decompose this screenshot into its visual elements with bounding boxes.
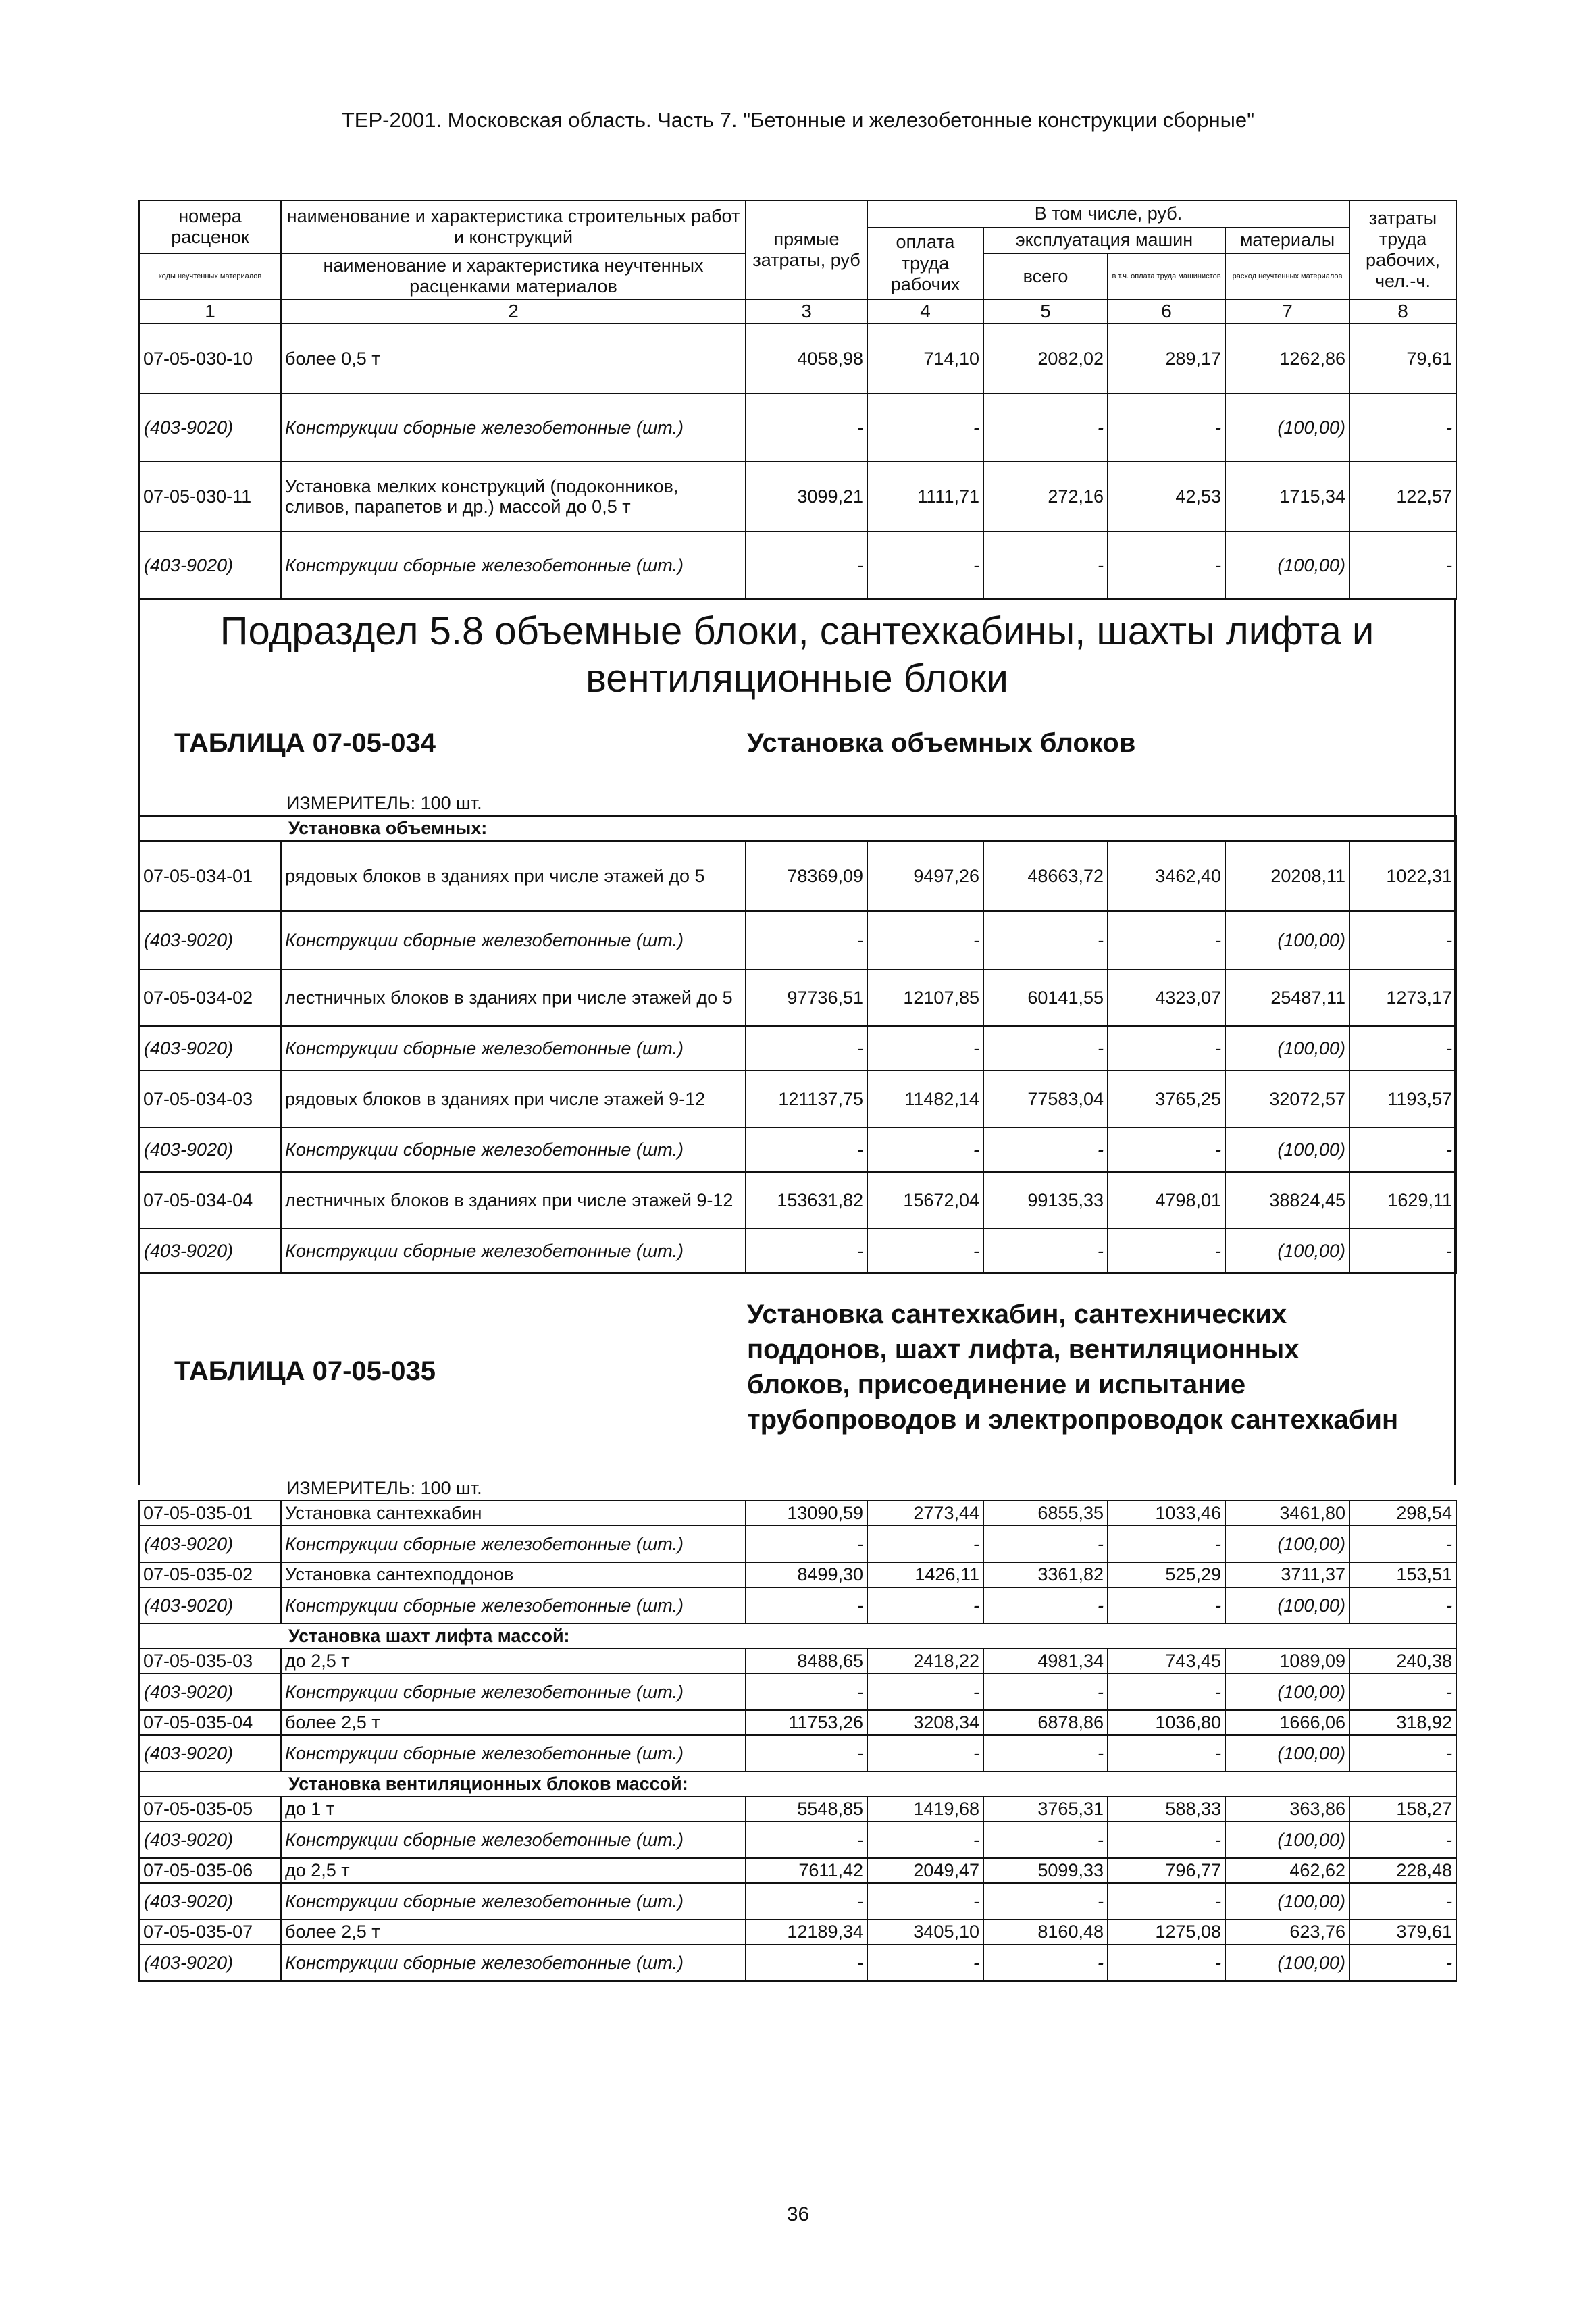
rate-description: рядовых блоков в зданиях при числе этажей до 5 xyxy=(281,841,746,911)
rate-value: 379,61 xyxy=(1349,1920,1456,1945)
rate-description: до 1 т xyxy=(281,1797,746,1822)
material-value: - xyxy=(1349,1127,1456,1172)
material-code: (403-9020) xyxy=(139,1674,281,1710)
material-code: (403-9020) xyxy=(139,1587,281,1624)
rate-value: 588,33 xyxy=(1108,1797,1225,1822)
material-value: (100,00) xyxy=(1225,1674,1349,1710)
header-col7: расход неучтенных материалов xyxy=(1225,253,1349,299)
rate-value: 60141,55 xyxy=(983,969,1108,1026)
header-incl: В том числе, руб. xyxy=(867,201,1349,228)
material-value: (100,00) xyxy=(1225,1822,1349,1858)
rate-value: 228,48 xyxy=(1349,1858,1456,1883)
material-value: - xyxy=(983,1945,1108,1981)
rate-code: 07-05-034-02 xyxy=(139,969,281,1026)
rate-value: 3462,40 xyxy=(1108,841,1225,911)
rate-value: 6878,86 xyxy=(983,1710,1108,1735)
material-description: Конструкции сборные железобетонные (шт.) xyxy=(281,1822,746,1858)
rate-value: 78369,09 xyxy=(746,841,867,911)
rate-value: 153,51 xyxy=(1349,1562,1456,1587)
rate-value: 3765,31 xyxy=(983,1797,1108,1822)
material-value: - xyxy=(746,1945,867,1981)
rate-value: 743,45 xyxy=(1108,1649,1225,1674)
rate-value: 2773,44 xyxy=(867,1501,983,1526)
header-col1-bottom: коды неучтенных материалов xyxy=(139,253,281,299)
rate-value: 13090,59 xyxy=(746,1501,867,1526)
rate-value: 12189,34 xyxy=(746,1920,867,1945)
table-035-group-lift: Установка шахт лифта массой: xyxy=(139,1624,1456,1649)
rate-value: 1275,08 xyxy=(1108,1920,1225,1945)
rate-code: 07-05-035-06 xyxy=(139,1858,281,1883)
rate-description: Установка сантехподдонов xyxy=(281,1562,746,1587)
header-mat: материалы xyxy=(1225,228,1349,253)
rate-value: 99135,33 xyxy=(983,1172,1108,1229)
rate-row xyxy=(139,1710,1456,1735)
subsection-title: Подраздел 5.8 объемные блоки, сантехкабины, шахты лифта и вентиляционные блоки xyxy=(220,609,1374,700)
header-index: 7 xyxy=(1225,299,1349,324)
material-value: - xyxy=(867,1735,983,1772)
rate-row xyxy=(139,1649,1456,1674)
rate-row xyxy=(139,324,1456,394)
running-header: ТЕР-2001. Московская область. Часть 7. "Бетонные и железобетонные конструкции сборные" xyxy=(341,108,1255,132)
rate-value: 153631,82 xyxy=(746,1172,867,1229)
material-row xyxy=(139,1883,1456,1920)
material-value: - xyxy=(867,394,983,461)
material-value: (100,00) xyxy=(1225,911,1349,969)
rate-row xyxy=(139,1172,1456,1229)
table-035-group-vent: Установка вентиляционных блоков массой: xyxy=(139,1772,1456,1797)
material-value: - xyxy=(1349,394,1456,461)
material-value: - xyxy=(746,911,867,969)
material-value: - xyxy=(746,1026,867,1071)
material-value: - xyxy=(746,394,867,461)
rate-code: 07-05-035-04 xyxy=(139,1710,281,1735)
material-code: (403-9020) xyxy=(139,1945,281,1981)
rate-value: 48663,72 xyxy=(983,841,1108,911)
material-value: (100,00) xyxy=(1225,1587,1349,1624)
header-col2-top: наименование и характеристика строительных работ и конструкций xyxy=(281,201,746,253)
material-value: (100,00) xyxy=(1225,1127,1349,1172)
material-value: - xyxy=(867,1822,983,1858)
rate-value: 97736,51 xyxy=(746,969,867,1026)
header-index: 8 xyxy=(1349,299,1456,324)
header-mach: эксплуатация машин xyxy=(983,228,1225,253)
material-value: - xyxy=(867,532,983,599)
rate-value: 8160,48 xyxy=(983,1920,1108,1945)
rate-description: до 2,5 т xyxy=(281,1649,746,1674)
rate-row xyxy=(139,461,1456,532)
material-value: - xyxy=(867,1229,983,1273)
rate-value: 3099,21 xyxy=(746,461,867,532)
rate-row xyxy=(139,969,1456,1026)
material-value: - xyxy=(1349,911,1456,969)
rate-description: более 2,5 т xyxy=(281,1920,746,1945)
table-035-measure: ИЗМЕРИТЕЛЬ: 100 шт. xyxy=(139,1476,1456,1501)
rate-value: 2049,47 xyxy=(867,1858,983,1883)
rate-row xyxy=(139,1501,1456,1526)
material-value: - xyxy=(983,1735,1108,1772)
material-row xyxy=(139,532,1456,599)
rate-value: 15672,04 xyxy=(867,1172,983,1229)
rate-value: 1033,46 xyxy=(1108,1501,1225,1526)
table-034-group: Установка объемных: xyxy=(139,816,1456,841)
column-header xyxy=(138,200,1457,324)
rate-description: лестничных блоков в зданиях при числе этажей 9-12 xyxy=(281,1172,746,1229)
table-035 xyxy=(138,1476,1457,1982)
material-value: - xyxy=(983,1587,1108,1624)
material-value: - xyxy=(746,1526,867,1562)
rate-value: 42,53 xyxy=(1108,461,1225,532)
rate-value: 5548,85 xyxy=(746,1797,867,1822)
material-value: - xyxy=(983,1526,1108,1562)
rate-value: 240,38 xyxy=(1349,1649,1456,1674)
rate-value: 25487,11 xyxy=(1225,969,1349,1026)
rate-value: 8499,30 xyxy=(746,1562,867,1587)
rate-value: 1666,06 xyxy=(1225,1710,1349,1735)
material-value: - xyxy=(1108,911,1225,969)
rate-value: 714,10 xyxy=(867,324,983,394)
rate-value: 77583,04 xyxy=(983,1071,1108,1127)
material-value: - xyxy=(1108,394,1225,461)
material-value: - xyxy=(746,1883,867,1920)
rate-value: 462,62 xyxy=(1225,1858,1349,1883)
rate-value: 1036,80 xyxy=(1108,1710,1225,1735)
rate-value: 158,27 xyxy=(1349,1797,1456,1822)
header-index: 1 xyxy=(139,299,281,324)
material-value: (100,00) xyxy=(1225,1945,1349,1981)
material-value: - xyxy=(746,1735,867,1772)
material-value: - xyxy=(1349,1229,1456,1273)
material-description: Конструкции сборные железобетонные (шт.) xyxy=(281,911,746,969)
rate-value: 1419,68 xyxy=(867,1797,983,1822)
rate-description: Установка мелких конструкций (подоконников, сливов, парапетов и др.) массой до 0,5 т xyxy=(281,461,746,532)
header-index: 5 xyxy=(983,299,1108,324)
material-code: (403-9020) xyxy=(139,1883,281,1920)
material-value: - xyxy=(1349,1026,1456,1071)
material-value: - xyxy=(983,532,1108,599)
table-035-title-line: поддонов, шахт лифта, вентиляционных xyxy=(747,1335,1299,1364)
header-col3: прямые затраты, руб xyxy=(746,201,867,299)
material-value: - xyxy=(1349,1674,1456,1710)
table-035-title-line: трубопроводов и электропроводок сантехкабин xyxy=(747,1405,1399,1435)
rate-description: более 0,5 т xyxy=(281,324,746,394)
table-035-title xyxy=(747,1297,1398,1437)
rate-value: 11753,26 xyxy=(746,1710,867,1735)
material-value: (100,00) xyxy=(1225,1026,1349,1071)
material-value: - xyxy=(867,1883,983,1920)
material-description: Конструкции сборные железобетонные (шт.) xyxy=(281,1127,746,1172)
material-row xyxy=(139,1735,1456,1772)
material-value: - xyxy=(1349,1526,1456,1562)
material-description: Конструкции сборные железобетонные (шт.) xyxy=(281,1026,746,1071)
material-value: - xyxy=(983,1127,1108,1172)
material-value: - xyxy=(1349,1945,1456,1981)
rate-description: Установка сантехкабин xyxy=(281,1501,746,1526)
rate-value: 1262,86 xyxy=(1225,324,1349,394)
header-col6: в т.ч. оплата труда машинистов xyxy=(1108,253,1225,299)
material-value: - xyxy=(1349,1883,1456,1920)
rate-value: 3461,80 xyxy=(1225,1501,1349,1526)
material-value: - xyxy=(1108,1674,1225,1710)
rate-code: 07-05-030-11 xyxy=(139,461,281,532)
material-value: - xyxy=(983,1883,1108,1920)
material-description: Конструкции сборные железобетонные (шт.) xyxy=(281,1883,746,1920)
material-value: - xyxy=(746,532,867,599)
header-col4: оплата труда рабочих xyxy=(867,228,983,299)
rate-value: 3208,34 xyxy=(867,1710,983,1735)
material-code: (403-9020) xyxy=(139,911,281,969)
material-value: - xyxy=(746,1674,867,1710)
material-value: - xyxy=(746,1127,867,1172)
rate-description: более 2,5 т xyxy=(281,1710,746,1735)
rate-code: 07-05-035-02 xyxy=(139,1562,281,1587)
material-value: - xyxy=(867,1526,983,1562)
rate-code: 07-05-035-07 xyxy=(139,1920,281,1945)
rate-value: 4058,98 xyxy=(746,324,867,394)
material-row xyxy=(139,1674,1456,1710)
rate-description: рядовых блоков в зданиях при числе этажей 9-12 xyxy=(281,1071,746,1127)
rate-code: 07-05-035-05 xyxy=(139,1797,281,1822)
rate-value: 2082,02 xyxy=(983,324,1108,394)
material-value: - xyxy=(1108,1587,1225,1624)
rate-value: 7611,42 xyxy=(746,1858,867,1883)
material-value: - xyxy=(983,1822,1108,1858)
rate-row xyxy=(139,1858,1456,1883)
table-035-label: ТАБЛИЦА 07-05-035 xyxy=(174,1356,436,1386)
rate-value: 121137,75 xyxy=(746,1071,867,1127)
material-value: (100,00) xyxy=(1225,1735,1349,1772)
rate-code: 07-05-034-04 xyxy=(139,1172,281,1229)
rate-value: 1193,57 xyxy=(1349,1071,1456,1127)
material-row xyxy=(139,1587,1456,1624)
rate-value: 623,76 xyxy=(1225,1920,1349,1945)
rate-value: 6855,35 xyxy=(983,1501,1108,1526)
material-value: - xyxy=(867,911,983,969)
material-description: Конструкции сборные железобетонные (шт.) xyxy=(281,532,746,599)
material-value: (100,00) xyxy=(1225,1526,1349,1562)
material-code: (403-9020) xyxy=(139,1127,281,1172)
material-description: Конструкции сборные железобетонные (шт.) xyxy=(281,1229,746,1273)
rate-value: 4323,07 xyxy=(1108,969,1225,1026)
rate-value: 8488,65 xyxy=(746,1649,867,1674)
rate-value: 20208,11 xyxy=(1225,841,1349,911)
rate-row xyxy=(139,1797,1456,1822)
rate-code: 07-05-034-03 xyxy=(139,1071,281,1127)
material-code: (403-9020) xyxy=(139,1026,281,1071)
material-value: - xyxy=(983,394,1108,461)
material-description: Конструкции сборные железобетонные (шт.) xyxy=(281,394,746,461)
material-value: - xyxy=(867,1127,983,1172)
material-row xyxy=(139,1127,1456,1172)
material-value: - xyxy=(1108,1735,1225,1772)
rate-value: 1022,31 xyxy=(1349,841,1456,911)
material-value: - xyxy=(1108,1822,1225,1858)
header-col1-top: номера расценок xyxy=(139,201,281,253)
material-value: - xyxy=(867,1026,983,1071)
material-row xyxy=(139,1945,1456,1981)
rate-value: 3361,82 xyxy=(983,1562,1108,1587)
material-code: (403-9020) xyxy=(139,1526,281,1562)
material-value: (100,00) xyxy=(1225,394,1349,461)
rate-value: 122,57 xyxy=(1349,461,1456,532)
rate-value: 79,61 xyxy=(1349,324,1456,394)
rate-value: 318,92 xyxy=(1349,1710,1456,1735)
rate-value: 1426,11 xyxy=(867,1562,983,1587)
material-row xyxy=(139,911,1456,969)
material-value: - xyxy=(983,1674,1108,1710)
rate-value: 11482,14 xyxy=(867,1071,983,1127)
rate-code: 07-05-030-10 xyxy=(139,324,281,394)
rate-value: 1111,71 xyxy=(867,461,983,532)
rate-value: 4981,34 xyxy=(983,1649,1108,1674)
material-value: - xyxy=(1349,1822,1456,1858)
header-col5: всего xyxy=(983,253,1108,299)
header-index: 4 xyxy=(867,299,983,324)
material-value: - xyxy=(867,1674,983,1710)
rate-description: лестничных блоков в зданиях при числе этажей до 5 xyxy=(281,969,746,1026)
material-row xyxy=(139,394,1456,461)
material-value: - xyxy=(746,1822,867,1858)
header-col2-bottom: наименование и характеристика неучтенных расценками материалов xyxy=(281,253,746,299)
material-value: - xyxy=(983,1229,1108,1273)
table-034-title: Установка объемных блоков xyxy=(747,728,1136,758)
material-code: (403-9020) xyxy=(139,1735,281,1772)
material-description: Конструкции сборные железобетонные (шт.) xyxy=(281,1735,746,1772)
material-value: - xyxy=(746,1229,867,1273)
rate-value: 1273,17 xyxy=(1349,969,1456,1026)
rate-value: 3765,25 xyxy=(1108,1071,1225,1127)
page-number: 36 xyxy=(786,2203,810,2226)
material-value: - xyxy=(1108,1127,1225,1172)
material-value: - xyxy=(1349,1587,1456,1624)
material-row xyxy=(139,1026,1456,1071)
material-row xyxy=(139,1822,1456,1858)
material-value: (100,00) xyxy=(1225,1229,1349,1273)
rates-table-top xyxy=(138,323,1457,600)
rate-code: 07-05-035-01 xyxy=(139,1501,281,1526)
material-value: - xyxy=(746,1587,867,1624)
rate-value: 3405,10 xyxy=(867,1920,983,1945)
rate-value: 796,77 xyxy=(1108,1858,1225,1883)
material-value: - xyxy=(983,911,1108,969)
material-value: - xyxy=(867,1587,983,1624)
material-code: (403-9020) xyxy=(139,394,281,461)
table-034-measure: ИЗМЕРИТЕЛЬ: 100 шт. xyxy=(139,792,1456,816)
table-035-title-line: блоков, присоединение и испытание xyxy=(747,1370,1246,1399)
rate-value: 298,54 xyxy=(1349,1501,1456,1526)
material-value: - xyxy=(1108,1883,1225,1920)
material-code: (403-9020) xyxy=(139,1822,281,1858)
material-row xyxy=(139,1229,1456,1273)
rate-row xyxy=(139,1920,1456,1945)
material-description: Конструкции сборные железобетонные (шт.) xyxy=(281,1587,746,1624)
material-code: (403-9020) xyxy=(139,1229,281,1273)
material-value: - xyxy=(1108,1229,1225,1273)
material-value: - xyxy=(1108,1945,1225,1981)
rate-value: 1715,34 xyxy=(1225,461,1349,532)
rate-value: 38824,45 xyxy=(1225,1172,1349,1229)
material-value: (100,00) xyxy=(1225,1883,1349,1920)
rate-code: 07-05-035-03 xyxy=(139,1649,281,1674)
material-description: Конструкции сборные железобетонные (шт.) xyxy=(281,1526,746,1562)
rate-value: 32072,57 xyxy=(1225,1071,1349,1127)
material-value: - xyxy=(983,1026,1108,1071)
rate-value: 1089,09 xyxy=(1225,1649,1349,1674)
header-index: 6 xyxy=(1108,299,1225,324)
rate-value: 9497,26 xyxy=(867,841,983,911)
material-value: - xyxy=(1108,532,1225,599)
rate-value: 1629,11 xyxy=(1349,1172,1456,1229)
table-034-label: ТАБЛИЦА 07-05-034 xyxy=(174,728,436,758)
header-index: 2 xyxy=(281,299,746,324)
header-col8: затраты труда рабочих, чел.-ч. xyxy=(1349,201,1456,299)
rate-code: 07-05-034-01 xyxy=(139,841,281,911)
rate-value: 363,86 xyxy=(1225,1797,1349,1822)
rate-value: 12107,85 xyxy=(867,969,983,1026)
rate-value: 525,29 xyxy=(1108,1562,1225,1587)
rate-value: 4798,01 xyxy=(1108,1172,1225,1229)
table-035-title-line: Установка сантехкабин, сантехнических xyxy=(747,1300,1287,1329)
material-description: Конструкции сборные железобетонные (шт.) xyxy=(281,1945,746,1981)
material-value: - xyxy=(1108,1026,1225,1071)
rate-row xyxy=(139,1071,1456,1127)
rate-value: 3711,37 xyxy=(1225,1562,1349,1587)
material-value: - xyxy=(1349,532,1456,599)
material-description: Конструкции сборные железобетонные (шт.) xyxy=(281,1674,746,1710)
rate-value: 2418,22 xyxy=(867,1649,983,1674)
rate-row xyxy=(139,1562,1456,1587)
material-value: - xyxy=(1349,1735,1456,1772)
rate-row xyxy=(139,841,1456,911)
rate-value: 5099,33 xyxy=(983,1858,1108,1883)
header-index: 3 xyxy=(746,299,867,324)
material-value: (100,00) xyxy=(1225,532,1349,599)
rate-value: 289,17 xyxy=(1108,324,1225,394)
material-code: (403-9020) xyxy=(139,532,281,599)
table-034 xyxy=(138,792,1457,1274)
material-row xyxy=(139,1526,1456,1562)
material-value: - xyxy=(867,1945,983,1981)
rate-value: 272,16 xyxy=(983,461,1108,532)
material-value: - xyxy=(1108,1526,1225,1562)
rate-description: до 2,5 т xyxy=(281,1858,746,1883)
